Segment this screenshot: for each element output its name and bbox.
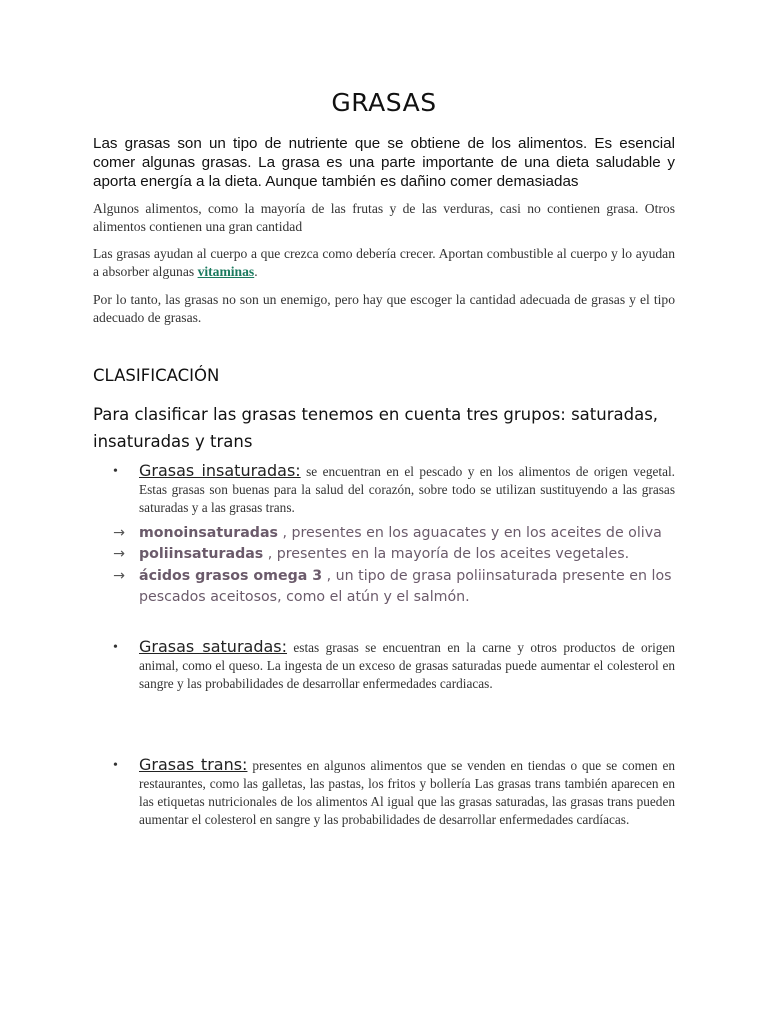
subitem-text [139,566,683,608]
intro-paragraph: Las grasas son un tipo de nutriente que se obtiene de los alimentos. Es esencial comer algunas grasas. La grasa es una parte importante de una dieta saludable y aporta energía a la dieta. Aunque también es dañino comer demasiadas [93,135,675,190]
list-item-saturadas [113,638,675,693]
list-item-trans [113,756,675,829]
subitem-monoinsaturadas [113,523,683,544]
list-item-body [139,638,675,693]
subitem-term: monoinsaturadas [139,525,278,541]
page-title: GRASAS [331,88,437,117]
subitem-omega3 [113,566,683,608]
term-saturadas: Grasas saturadas: [139,637,288,656]
subitem-text [139,544,683,565]
paragraph-3: Por lo tanto, las grasas no son un enemigo, pero hay que escoger la cantidad adecuada de grasas y el tipo adecuado de grasas. [93,292,675,325]
section-title: CLASIFICACIÓN [93,366,220,385]
section-subtitle: Para clasificar las grasas tenemos en cuenta tres grupos: saturadas, insaturadas y trans [93,405,659,451]
arrow-icon: → [113,546,125,562]
desc-insaturadas: se encuentran en el pescado y en los alimentos de origen vegetal. Estas grasas son buenas para la salud del corazón, sobre todo se utilizan sustituyendo a las grasas saturadas y a las grasas trans. [139,464,675,515]
bullet-icon: • [113,758,118,773]
subitem-text [139,523,683,544]
subitem-desc: , presentes en la mayoría de los aceites vegetales. [263,546,630,562]
subitem-desc: , un tipo de grasa poliinsaturada presente en los pescados aceitosos, como el atún y el salmón. [139,568,672,605]
bullet-icon: • [113,640,118,655]
subitem-desc: , presentes en los aguacates y en los aceites de oliva [278,525,662,541]
paragraph-1: Algunos alimentos, como la mayoría de las frutas y de las verduras, casi no contienen grasa. Otros alimentos contienen una gran cantidad [93,201,675,234]
desc-trans: presentes en algunos alimentos que se venden en tiendas o que se comen en restaurantes, como las galletas, las pastas, los fritos y bollería Las grasas trans también aparecen en las etiquetas nutricionales de los alimentos Al igual que las grasas saturadas, las grasas trans pueden aumentar el colesterol en sangre y las probabilidades de desarrollar enfermedades cardíacas. [139,758,675,827]
arrow-icon: → [113,525,125,541]
desc-saturadas: estas grasas se encuentran en la carne y otros productos de origen animal, como el queso. La ingesta de un exceso de grasas saturadas puede aumentar el colesterol en sangre y las probabilidades de desarrollar enfermedades cardiacas. [139,640,676,691]
list-item-insaturadas [113,462,675,517]
subitem-term: ácidos grasos omega 3 [139,568,323,584]
arrow-icon: → [113,568,125,584]
list-item-body [139,462,675,517]
term-insaturadas: Grasas insaturadas: [139,461,301,480]
vitaminas-link[interactable]: vitaminas [197,264,255,279]
subitem-term: poliinsaturadas [139,546,264,562]
subitem-poliinsaturadas [113,544,683,565]
term-trans: Grasas trans: [139,755,248,774]
paragraph-2-text: Las grasas ayudan al cuerpo a que crezca como debería crecer. Aportan combustible al cuerpo y lo ayudan a absorber algunas [93,246,675,279]
list-item-body [139,756,675,829]
bullet-icon: • [113,464,118,479]
paragraph-2 [93,245,675,281]
paragraph-2-end: . [254,264,258,279]
